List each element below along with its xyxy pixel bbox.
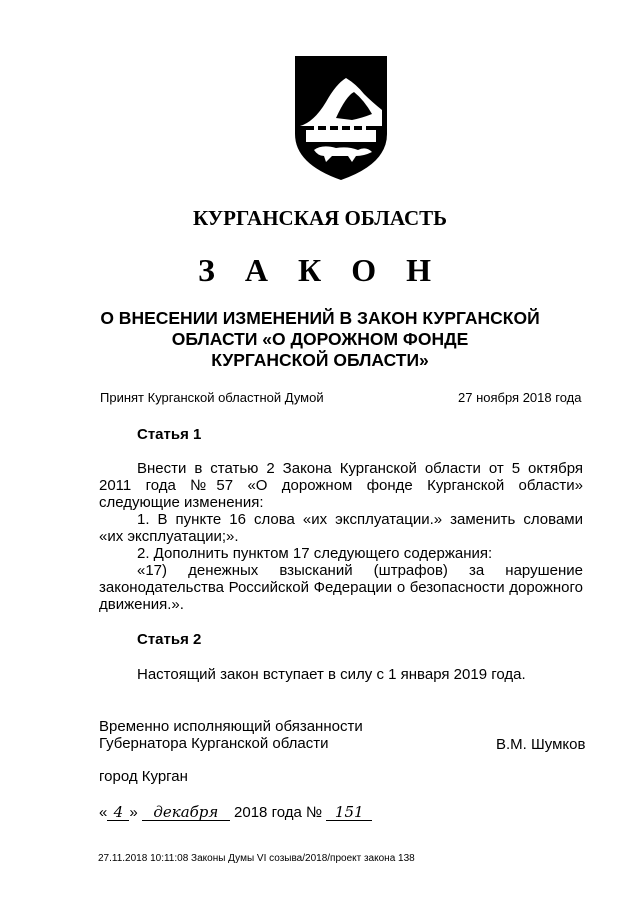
text-line: 2011 года №57 «О дорожном фонде Курганской области»: [99, 477, 583, 494]
position-line: Губернатора Курганской области: [99, 735, 329, 752]
position-line: Временно исполняющий обязанности: [99, 718, 363, 735]
city: город Курган: [99, 768, 188, 785]
text-line: «17) денежных взысканий (штрафов) за нарушение: [137, 562, 583, 579]
text-line: Внести в статью 2 Закона Курганской области от 5 октября: [137, 460, 583, 477]
adopted-by-text: Принят Курганской областной Думой: [100, 390, 324, 405]
handwritten-law-number: 151: [326, 804, 372, 821]
signing-date-line: [99, 804, 372, 821]
subtitle-line: КУРГАНСКОЙ ОБЛАСТИ»: [211, 350, 429, 370]
handwritten-month: декабря: [142, 804, 230, 821]
year-text: 2018 года №: [234, 804, 323, 821]
law-subtitle: [100, 308, 540, 371]
signatory-position: [99, 718, 363, 752]
article-2-heading: Статья 2: [137, 631, 202, 648]
signatory-name: В.М. Шумков: [496, 736, 586, 753]
article-2-body: [99, 666, 583, 683]
text-line: 1. В пункте 16 слова «их эксплуатации.» заменить словами: [137, 511, 583, 528]
region-name: КУРГАНСКАЯ ОБЛАСТЬ: [192, 206, 448, 230]
close-quote: »: [129, 804, 138, 821]
open-quote: «: [99, 804, 108, 821]
text-line: движения.».: [99, 596, 184, 613]
subtitle-line: ОБЛАСТИ «О ДОРОЖНОМ ФОНДЕ: [171, 329, 469, 349]
footer-meta: 27.11.2018 10:11:08 Законы Думы VI созыва/2018/проект закона 138: [98, 853, 415, 864]
article-1-body: [99, 460, 583, 613]
subtitle-line: О ВНЕСЕНИИ ИЗМЕНЕНИЙ В ЗАКОН КУРГАНСКОЙ: [100, 308, 540, 328]
text-line: 2. Дополнить пунктом 17 следующего содержания:: [137, 545, 493, 562]
law-title: З А К О Н: [198, 252, 442, 288]
text-line: следующие изменения:: [99, 494, 264, 511]
text-line: Настоящий закон вступает в силу с 1 января 2019 года.: [137, 666, 526, 683]
text-line: «их эксплуатации;».: [99, 528, 239, 545]
text-line: законодательства Российской Федерации о безопасности дорожного: [99, 579, 583, 596]
kurgan-coat-of-arms-icon: [292, 52, 390, 184]
article-1-heading: Статья 1: [137, 426, 202, 443]
adoption-date: 27 ноября 2018 года: [458, 390, 582, 405]
handwritten-day: 4: [107, 804, 129, 821]
